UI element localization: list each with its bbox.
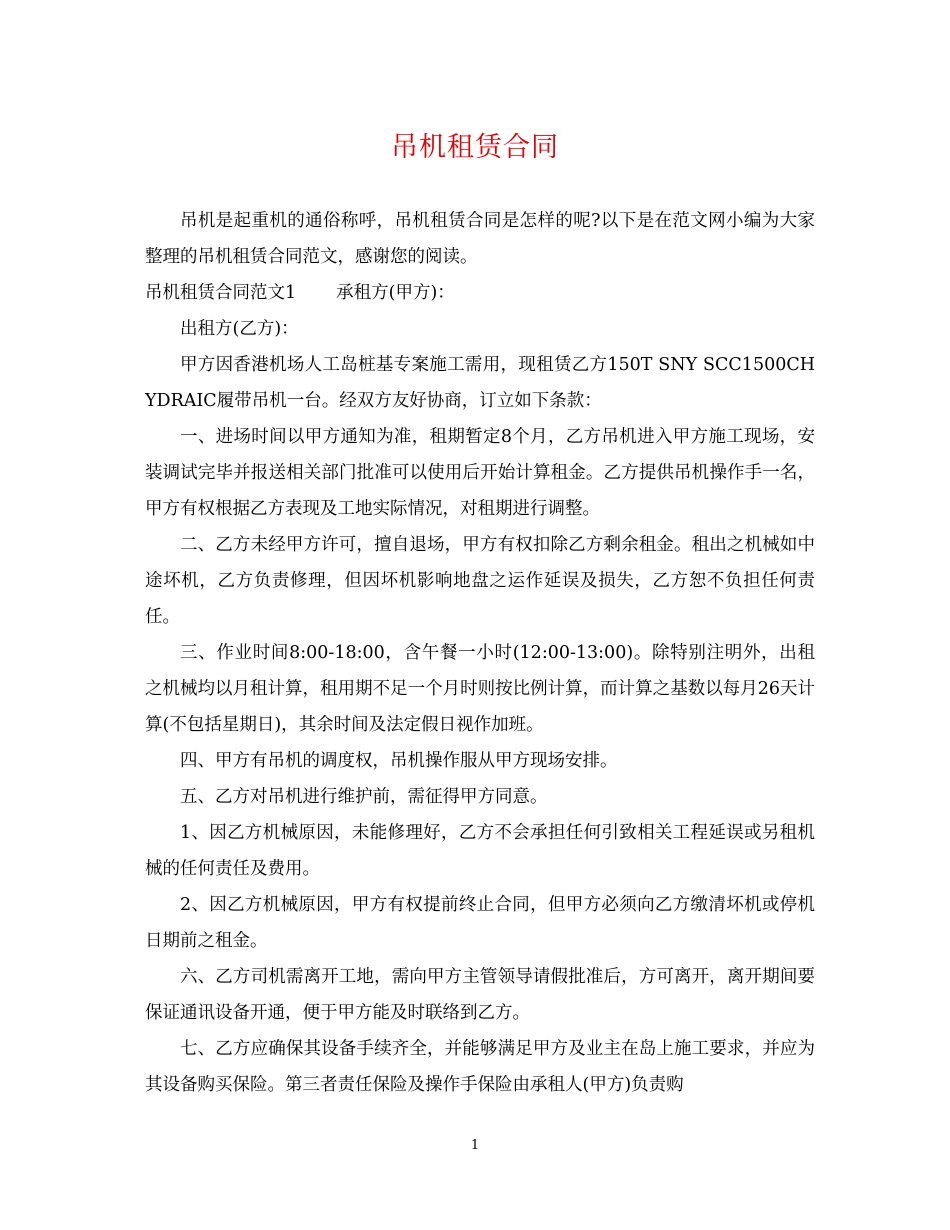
clause-2: 二、乙方未经甲方许可，擅自退场，甲方有权扣除乙方剩余租金。租出之机械如中途坏机，乙方负责修理，但因坏机影响地盘之运作延误及损失，乙方恕不负担任何责任。 (145, 535, 815, 627)
clause-4: 四、甲方有吊机的调度权，吊机操作服从甲方现场安排。 (180, 751, 618, 771)
document-title: 吊机租赁合同 (391, 132, 559, 163)
clause-3: 三、作业时间8:00-18:00，含午餐一小时(12:00-13:00)。除特别注明外，出租之机械均以月租计算，租用期不足一个月时则按比例计算，而计算之基数以每月26天计算(不包括星期日)，其余时间及法定假日视作加班。 (145, 643, 815, 735)
sample-heading: 吊机租赁合同范文1 (145, 283, 297, 303)
clause-5: 五、乙方对吊机进行维护前，需征得甲方同意。 (180, 787, 548, 807)
sample-heading-line (145, 275, 815, 311)
document-body (145, 203, 815, 1103)
clause-6: 六、乙方司机需离开工地，需向甲方主管领导请假批准后，方可离开，离开期间要保证通讯设备开通，便于甲方能及时联络到乙方。 (145, 967, 815, 1023)
clause-5-item-2: 2、因乙方机械原因，甲方有权提前终止合同，但甲方必须向乙方缴清坏机或停机日期前之租金。 (145, 895, 815, 951)
clause-1: 一、进场时间以甲方通知为准，租期暂定8个月，乙方吊机进入甲方施工现场，安装调试完毕并报送相关部门批准可以使用后开始计算租金。乙方提供吊机操作手一名，甲方有权根据乙方表现及工地实际情况，对租期进行调整。 (145, 427, 815, 519)
paragraph-preamble: 甲方因香港机场人工岛桩基专案施工需用，现租赁乙方150T SNY SCC1500CHYDRAIC履带吊机一台。经双方友好协商，订立如下条款： (145, 355, 815, 411)
lessee-label: 承租方(甲方)： (336, 283, 455, 303)
clause-7: 七、乙方应确保其设备手续齐全，并能够满足甲方及业主在岛上施工要求，并应为其设备购买保险。第三者责任保险及操作手保险由承租人(甲方)负责购 (145, 1039, 815, 1095)
intro-paragraph: 吊机是起重机的通俗称呼，吊机租赁合同是怎样的呢?以下是在范文网小编为大家整理的吊机租赁合同范文，感谢您的阅读。 (145, 211, 815, 267)
lessor-label: 出租方(乙方)： (180, 319, 299, 339)
clause-5-item-1: 1、因乙方机械原因，未能修理好，乙方不会承担任何引致相关工程延误或另租机械的任何责任及费用。 (145, 823, 815, 879)
page-number: 1 (470, 1138, 480, 1153)
